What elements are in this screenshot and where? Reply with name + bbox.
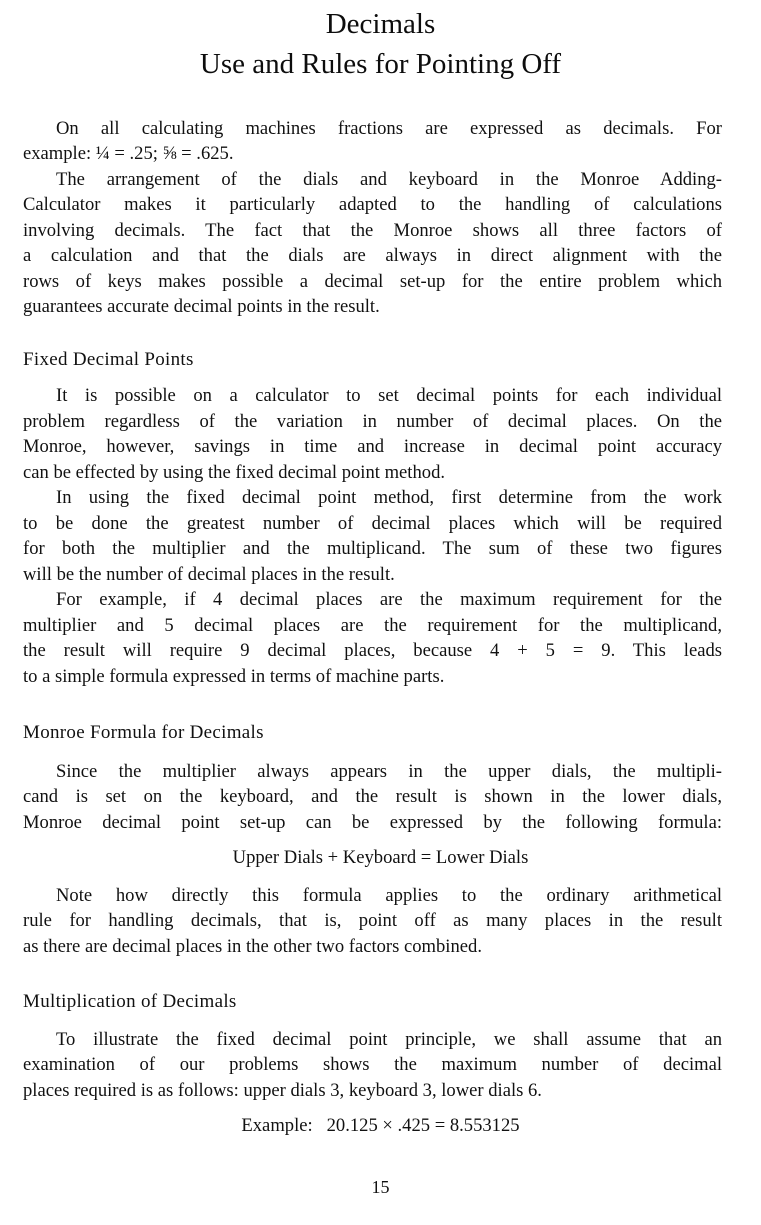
paragraph-line: rows of keys makes possible a decimal set-up for the entire problem which [23,271,722,292]
page-subtitle: Use and Rules for Pointing Off [199,48,562,80]
paragraph-line: cand is set on the keyboard, and the result is shown in the lower dials, [23,786,722,807]
paragraph-line: multiplier and 5 decimal places are the requirement for the multiplicand, [23,615,722,636]
section-heading-multiplication: Multiplication of Decimals [23,991,237,1012]
paragraph-line: On all calculating machines fractions are expressed as decimals. For [56,118,722,139]
paragraph-line: guarantees accurate decimal points in the result. [23,296,380,317]
example-equation: Example: 20.125 × .425 = 8.553125 [241,1115,520,1136]
page-number: 15 [371,1177,390,1197]
paragraph-line: places required is as follows: upper dials 3, keyboard 3, lower dials 6. [23,1080,542,1101]
page-title: Decimals [325,8,436,40]
paragraph-line: to a simple formula expressed in terms of machine parts. [23,666,445,687]
paragraph-line: problem regardless of the variation in number of decimal places. On the [23,411,722,432]
paragraph-line: It is possible on a calculator to set decimal points for each individual [56,385,722,406]
paragraph-line: Monroe, however, savings in time and increase in decimal point accuracy [23,436,722,457]
paragraph-line: rule for handling decimals, that is, point off as many places in the result [23,910,722,931]
formula: Upper Dials + Keyboard = Lower Dials [232,847,529,868]
paragraph-line: a calculation and that the dials are always in direct alignment with the [23,245,722,266]
paragraph-line: to be done the greatest number of decimal places which will be required [23,513,722,534]
paragraph-line: example: ¼ = .25; ⅝ = .625. [23,143,234,164]
section-heading-monroe-formula: Monroe Formula for Decimals [23,722,264,743]
paragraph-line: In using the fixed decimal point method, first determine from the work [56,487,722,508]
paragraph-line: the result will require 9 decimal places, because 4 + 5 = 9. This leads [23,640,722,661]
paragraph-line: will be the number of decimal places in the result. [23,564,395,585]
paragraph-line: Since the multiplier always appears in the upper dials, the multipli- [56,761,722,782]
paragraph-line: can be effected by using the fixed decimal point method. [23,462,446,483]
paragraph-line: involving decimals. The fact that the Monroe shows all three factors of [23,220,722,241]
paragraph-line: Monroe decimal point set-up can be expressed by the following formula: [23,812,722,833]
paragraph-line: To illustrate the fixed decimal point principle, we shall assume that an [56,1029,722,1050]
paragraph-line: as there are decimal places in the other two factors combined. [23,936,482,957]
paragraph-line: Note how directly this formula applies to the ordinary arithmetical [56,885,722,906]
paragraph-line: examination of our problems shows the maximum number of decimal [23,1054,722,1075]
section-heading-fixed-decimal-points: Fixed Decimal Points [23,349,194,370]
paragraph-line: The arrangement of the dials and keyboard in the Monroe Adding- [56,169,722,190]
paragraph-line: Calculator makes it particularly adapted to the handling of calculations [23,194,722,215]
paragraph-line: for both the multiplier and the multiplicand. The sum of these two figures [23,538,722,559]
paragraph-line: For example, if 4 decimal places are the maximum requirement for the [56,589,722,610]
